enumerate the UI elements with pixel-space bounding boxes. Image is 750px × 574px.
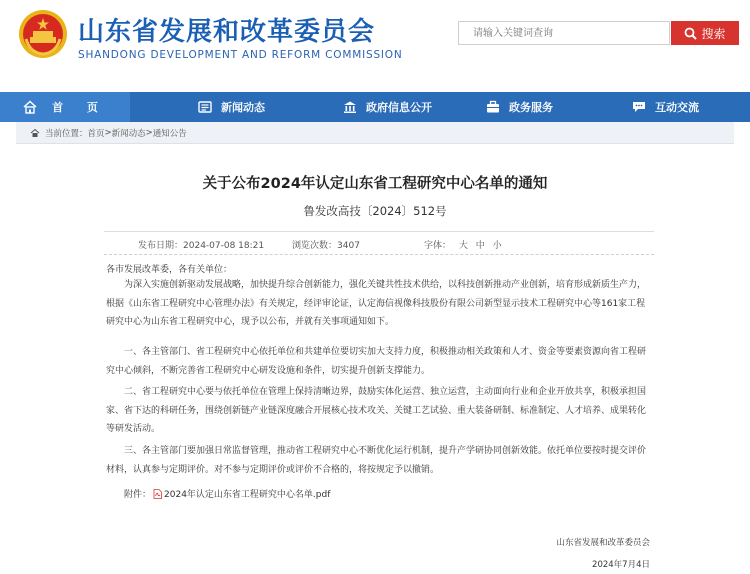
nav-label-gov-service: 政务服务: [509, 101, 553, 114]
site-header: [0, 0, 750, 92]
article-paragraph: 一、各主管部门、省工程研究中心依托单位和共建单位要切实加大支持力度，积极推动相关政策和人才、资金等要素资源向省工程研究中心倾斜，不断完善省工程研究中心研发设施和条件，切实提升创新支撑能力。: [106, 347, 647, 376]
breadcrumb-news[interactable]: 新闻动态: [111, 128, 146, 139]
breadcrumb-separator: >: [145, 127, 153, 138]
attachment-label: 附件：: [124, 490, 152, 500]
font-size-label: 字体：: [424, 241, 452, 251]
search-input[interactable]: [458, 21, 670, 45]
main-nav: [0, 92, 750, 122]
article-title: 关于公布2024年认定山东省工程研究中心名单的通知: [202, 176, 548, 192]
font-size-medium[interactable]: 中: [475, 241, 485, 251]
home-icon: [22, 99, 38, 115]
site-title[interactable]: 山东省发展和改革委员会: [78, 17, 376, 47]
signature-date: 2024年7月4日: [592, 560, 650, 570]
publish-date-label: 发布日期：: [138, 241, 184, 251]
nav-item-home[interactable]: [0, 92, 130, 122]
nav-item-gov-info[interactable]: [342, 92, 432, 122]
document-number: 鲁发改高技〔2024〕512号: [303, 204, 447, 218]
breadcrumb-prefix: 当前位置：: [45, 128, 88, 139]
nav-item-gov-service[interactable]: [485, 92, 553, 122]
breadcrumb-separator: >: [104, 127, 112, 138]
search-button[interactable]: [671, 21, 739, 45]
national-emblem-icon[interactable]: [18, 9, 68, 59]
view-count: [292, 238, 360, 251]
breadcrumb-home[interactable]: 首页: [87, 128, 105, 139]
nav-item-news[interactable]: [197, 92, 265, 122]
article-paragraph: 三、各主管部门要加强日常监督管理，推动省工程研究中心不断优化运行机制，提升产学研协同创新效能。依托单位要按时提交评价材料，认真参与定期评价。对不参与定期评价或评价不合格的，将按规定予以撤销。: [106, 446, 647, 475]
publish-date: [138, 238, 264, 251]
nav-label-news: 新闻动态: [221, 101, 265, 114]
font-size-large[interactable]: 大: [458, 241, 468, 251]
government-icon: [342, 99, 358, 115]
nav-item-interaction[interactable]: [631, 92, 699, 122]
attachment: [124, 487, 330, 500]
font-size-small[interactable]: 小: [492, 241, 502, 251]
article-meta: [104, 231, 654, 255]
publish-date-value: 2024-07-08 18:21: [183, 241, 265, 251]
briefcase-icon: [485, 99, 501, 115]
nav-label-gov-info: 政府信息公开: [366, 101, 432, 114]
signature-organization: 山东省发展和改革委员会: [556, 538, 650, 548]
site-subtitle: SHANDONG DEVELOPMENT AND REFORM COMMISSION: [78, 49, 403, 61]
view-count-value: 3407: [337, 241, 360, 251]
search-button-label: 搜索: [701, 26, 726, 41]
article-paragraph: 为深入实施创新驱动发展战略，加快提升综合创新能力，强化关键共性技术供给，以科技创新推动产业创新，培育形成新质生产力，根据《山东省工程研究中心管理办法》有关规定，经评审论证，认定海信视像科技股份有限公司新型显示技术工程研究中心等161家工程研究中心为山东省工程研究中心，现予以公布，并就有关事项通知如下。: [106, 280, 647, 327]
location-home-icon: [30, 128, 40, 138]
breadcrumb: [16, 122, 734, 144]
font-size-selector: [424, 238, 502, 251]
view-count-label: 浏览次数：: [292, 241, 338, 251]
nav-label-interaction: 互动交流: [655, 101, 699, 114]
breadcrumb-notices[interactable]: 通知公告: [152, 128, 187, 139]
chat-icon: [631, 99, 647, 115]
article-paragraph: 二、省工程研究中心要与依托单位在管理上保持清晰边界，鼓励实体化运营、独立运营，主动面向行业和企业开放共享，积极承担国家、省下达的科研任务，围绕创新链产业链深度融合开展核心技术攻关、关键工艺试验、重大装备研制、标准制定、人才培养、成果转化等研发活动。: [106, 387, 647, 434]
article-greeting: 各市发展改革委，各有关单位：: [106, 265, 233, 275]
search-icon: [684, 27, 697, 40]
nav-label-home: 首 页: [52, 101, 108, 114]
newspaper-icon: [197, 99, 213, 115]
attachment-link[interactable]: 2024年认定山东省工程研究中心名单.pdf: [164, 490, 331, 500]
pdf-icon: [153, 489, 162, 499]
